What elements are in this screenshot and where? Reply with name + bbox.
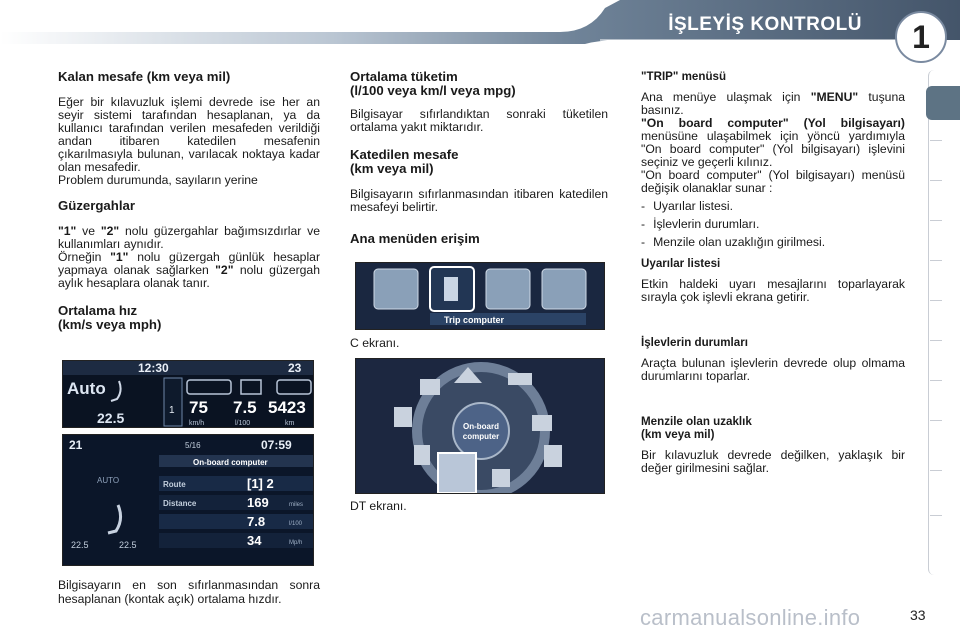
auto-consumption-unit: l/100 [235, 420, 251, 427]
routes-text-2: Örneğin "1" nolu güzergah günlük hesaplar yapmaya olanak sağlarken "2" nolu güzergah aylık hesaplara olanak tanır. [58, 250, 321, 290]
warnings-list-title: Uyarılar listesi [641, 257, 721, 270]
list-row-label: Distance [163, 499, 197, 508]
list-temp-right: 22.5 [119, 540, 137, 550]
auto-display-screen [62, 360, 314, 428]
trip-menu-text-1: Ana menüye ulaşmak için "MENU" tuşuna basınız. [641, 90, 905, 117]
auto-distance: 5423 [268, 398, 306, 417]
auto-in-temp: 22.5 [97, 410, 125, 426]
c-screen-menu [355, 262, 605, 330]
auto-mode: Auto [67, 379, 106, 398]
dt-screen-caption: DT ekranı. [350, 499, 407, 513]
side-tab-rail [928, 70, 954, 575]
auto-trip-number: 1 [169, 405, 175, 416]
list-date: 5/16 [185, 441, 201, 450]
auto-distance-unit: km [285, 420, 295, 427]
side-tab-divider [930, 470, 942, 471]
remaining-distance-text-2: Problem durumunda, sayıların yerine [58, 173, 258, 187]
c-screen-label: Trip computer [444, 315, 505, 325]
side-tab-divider [930, 340, 942, 341]
trip-menu-text-3: "On board computer" (Yol bilgisayarı) menüsü değişik olanaklar sunar : [641, 168, 905, 195]
watermark: carmanualsonline.info [640, 605, 861, 630]
list-row-unit: miles [289, 502, 304, 508]
chapter-number-badge: 1 [895, 11, 947, 63]
auto-consumption: 7.5 [233, 398, 257, 417]
fuel-icon [241, 380, 261, 394]
trip-menu-text-2: "On board computer" (Yol bilgisayarı) menüsüne ulaşabilmek için yöncü yardımıyla "On board computer" (Yol bilgisayarı) işlevini seçiniz ve geçerli kılınız. [641, 116, 905, 169]
c-screen-caption: C ekranı. [350, 336, 400, 350]
list-rows [159, 476, 314, 548]
settings-icon [414, 445, 430, 465]
auto-speed-unit: km/h [189, 420, 205, 427]
page-header-title: İŞLEYİŞ KONTROLÜ [668, 14, 862, 35]
auto-display-graphic [63, 361, 314, 428]
list-row-value: [1] 2 [247, 476, 274, 491]
range-distance-title: Menzile olan uzaklık (km veya mil) [641, 415, 752, 441]
seat-icon [111, 381, 121, 401]
dt-screen-graphic [356, 359, 605, 494]
list-out-temp: 21 [69, 438, 83, 452]
side-tab-divider [930, 220, 942, 221]
seat-icon [108, 505, 121, 533]
dt-screen-wheel [355, 358, 605, 494]
section-title-distance-travelled: Katedilen mesafe (km veya mil) [350, 147, 459, 176]
auto-temp: 23 [288, 361, 302, 375]
column-left [58, 70, 320, 332]
side-tab-divider [930, 260, 942, 261]
side-tab-divider [930, 515, 942, 516]
list-time: 07:59 [261, 438, 292, 452]
side-tab-divider [930, 300, 942, 301]
onboard-list-graphic [63, 435, 314, 566]
nav-icon [394, 407, 412, 427]
average-consumption-text: Bilgisayar sıfırlandıktan sonraki tüketilen ortalama yakıt miktarıdır. [350, 107, 608, 134]
list-row-value: 34 [247, 533, 262, 548]
column-right [641, 70, 905, 475]
list-row-value: 7.8 [247, 514, 266, 529]
range-distance-text: Bir kılavuzluk devrede değilken, yaklaşık bir değer girilmesini sağlar. [641, 448, 905, 475]
wheel-center-label-1: On-board [463, 422, 499, 431]
audio-menu-icon [374, 269, 418, 309]
routes-text-1: "1" ve "2" nolu güzergahlar bağımsızdırlar ve kullanımları aynıdır. [58, 224, 320, 251]
settings-menu-icon [486, 269, 530, 309]
list-row-label: Route [163, 480, 186, 489]
distance-travelled-text: Bilgisayarın sıfırlanmasından itibaren katedilen mesafeyi belirtir. [350, 187, 608, 214]
list-item: - Menzile olan uzaklığın girilmesi. [641, 235, 826, 249]
function-states-text: Araçta bulunan işlevlerin devrede olup olmama durumlarını toparlar. [641, 356, 905, 383]
section-title-remaining-distance: Kalan mesafe (km veya mil) [58, 69, 231, 84]
trip-menu-title: "TRIP" menüsü [641, 70, 727, 83]
side-tab-active[interactable] [926, 86, 960, 120]
side-tab-divider [930, 420, 942, 421]
list-row-value: 169 [247, 495, 269, 510]
auto-speed: 75 [189, 398, 208, 417]
list-item: - Uyarılar listesi. [641, 199, 733, 213]
section-title-main-menu-access: Ana menüden erişim [350, 231, 480, 246]
media-icon [492, 469, 510, 487]
list-temp-left: 22.5 [71, 540, 89, 550]
car-icon [508, 373, 532, 385]
climate-menu-icon [542, 269, 586, 309]
c-screen-graphic [356, 263, 605, 330]
remaining-distance-text: Eğer bir kılavuzluk işlemi devrede ise her an seyir sistemi tarafından hesaplanan, ya da kullanıcı tarafından verilen mesafeden verildiği andan itibaren katedilen mesafenin çıkarılmasıyla bulunan, varılacak noktaya kadar olan mesafedir. [58, 95, 320, 174]
trip-computer-selected-icon [438, 453, 476, 493]
auto-time: 12:30 [138, 361, 169, 375]
list-item: - İşlevlerin durumları. [641, 217, 760, 231]
section-title-average-speed: Ortalama hız (km/s veya mph) [58, 303, 162, 332]
section-title-average-consumption: Ortalama tüketim (l/100 veya km/l veya mpg) [350, 69, 516, 98]
list-row-unit: l/100 [289, 521, 303, 527]
climate-icon [532, 415, 552, 431]
side-tab-divider [930, 380, 942, 381]
warnings-list-text: Etkin haldeki uyarı mesajlarını toparlayarak sırayla çok işlevli ekrana getirir. [641, 277, 905, 304]
fuel-pump-icon [444, 277, 458, 301]
column-middle [350, 70, 608, 246]
function-states-title: İşlevlerin durumları [641, 336, 748, 349]
car-icon [187, 380, 231, 394]
route-icon [277, 380, 311, 394]
page-number: 33 [910, 607, 926, 623]
list-row-unit: Mp/h [289, 540, 303, 546]
list-auto: AUTO [97, 476, 120, 485]
onboard-list-screen [62, 434, 314, 566]
average-speed-caption: Bilgisayarın en son sıfırlanmasından sonra hesaplanan (kontak açık) ortalama hızdır. [58, 578, 320, 606]
side-tab-divider [930, 140, 942, 141]
wheel-center-label-2: computer [462, 432, 500, 441]
list-title: On-board computer [193, 458, 268, 467]
radio-icon [420, 379, 440, 395]
side-tab-divider [930, 180, 942, 181]
section-title-routes: Güzergahlar [58, 198, 135, 213]
phone-icon [544, 445, 562, 467]
